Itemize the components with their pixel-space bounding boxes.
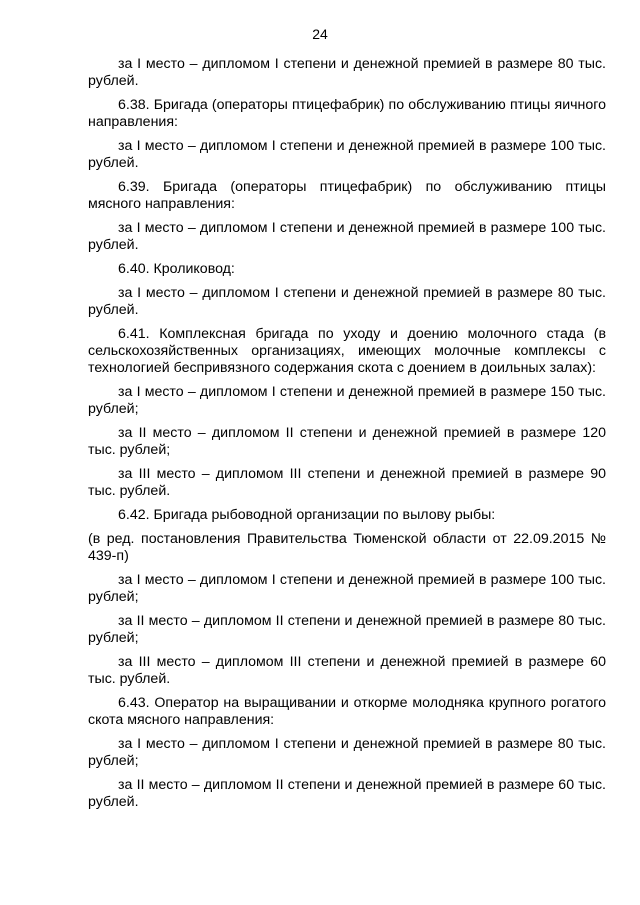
award-first-place-150: за I место – дипломом I степени и денежной премией в размере 150 тыс. рублей; <box>88 384 606 417</box>
item-6-39-heading: 6.39. Бригада (операторы птицефабрик) по обслуживанию птицы мясного направления: <box>88 179 606 212</box>
item-6-40-heading: 6.40. Кроликовод: <box>118 261 235 277</box>
award-first-place-80: за I место – дипломом I степени и денежной премией в размере 80 тыс. рублей; <box>88 736 606 769</box>
award-third-place-90: за III место – дипломом III степени и денежной премией в размере 90 тыс. рублей. <box>88 466 606 499</box>
page-number: 24 <box>312 26 328 42</box>
item-6-43-heading: 6.43. Оператор на выращивании и откорме молодняка крупного рогатого скота мясного направления: <box>88 695 606 728</box>
award-first-place-100: за I место – дипломом I степени и денежной премией в размере 100 тыс. рублей. <box>88 138 606 171</box>
award-first-place-100: за I место – дипломом I степени и денежной премией в размере 100 тыс. рублей. <box>88 220 606 253</box>
award-third-place-60: за III место – дипломом III степени и денежной премией в размере 60 тыс. рублей. <box>88 654 606 687</box>
award-second-place-80: за II место – дипломом II степени и денежной премией в размере 80 тыс. рублей; <box>88 613 606 646</box>
award-first-place-80: за I место – дипломом I степени и денежной премией в размере 80 тыс. рублей. <box>88 285 606 318</box>
item-6-41-heading: 6.41. Комплексная бригада по уходу и доению молочного стада (в сельскохозяйственных организациях, имеющих молочные комплексы с технологией беспривязного содержания скота с доением в доильных залах): <box>88 326 606 376</box>
award-second-place-120: за II место – дипломом II степени и денежной премией в размере 120 тыс. рублей; <box>88 425 606 458</box>
item-6-42-heading: 6.42. Бригада рыбоводной организации по вылову рыбы: <box>118 507 496 523</box>
award-first-place-80: за I место – дипломом I степени и денежной премией в размере 80 тыс. рублей. <box>88 56 606 89</box>
award-first-place-100: за I место – дипломом I степени и денежной премией в размере 100 тыс. рублей; <box>88 572 606 605</box>
item-6-38-heading: 6.38. Бригада (операторы птицефабрик) по обслуживанию птицы яичного направления: <box>88 97 606 130</box>
award-second-place-60: за II место – дипломом II степени и денежной премией в размере 60 тыс. рублей. <box>88 777 606 810</box>
revision-note: (в ред. постановления Правительства Тюменской области от 22.09.2015 № 439-п) <box>88 531 606 564</box>
document-body <box>88 56 606 818</box>
